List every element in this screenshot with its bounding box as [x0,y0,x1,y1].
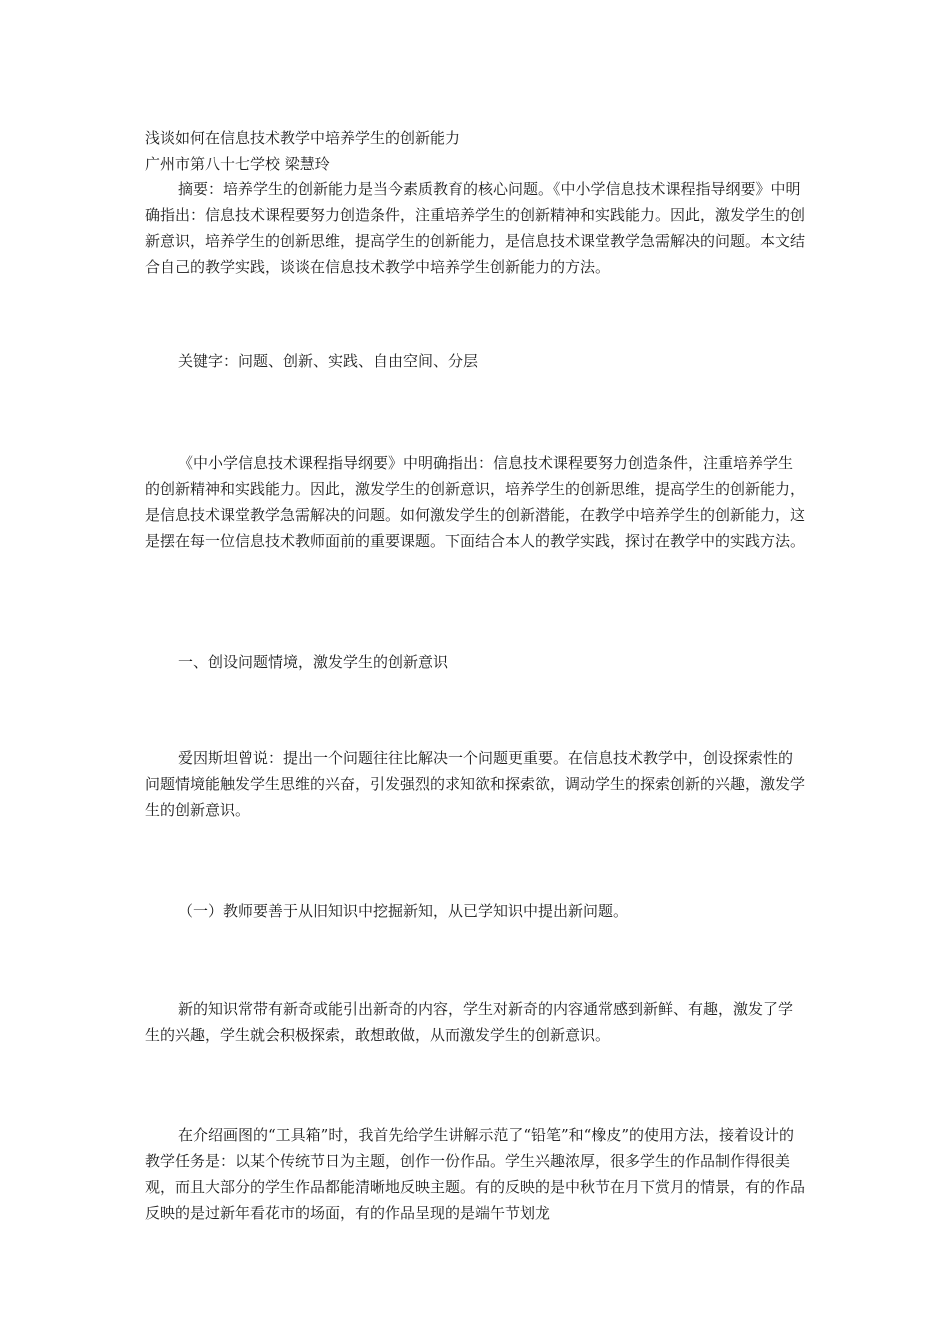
keywords-line: 关键字：问题、创新、实践、自由空间、分层 [178,352,479,370]
section-heading: 一、创设问题情境，激发学生的创新意识 [178,653,449,671]
subsection-paragraph: 新的知识常带有新奇或能引出新奇的内容，学生对新奇的内容通常感到新鲜、有趣，激发了学生的兴趣，学生就会积极探索，敢想敢做，从而激发学生的创新意识。 [145,1000,794,1044]
document-author: 广州市第八十七学校 梁慧玲 [145,155,330,173]
example-paragraph: 在介绍画图的“工具箱”时，我首先给学生讲解示范了“铅笔”和“橡皮”的使用方法，接着设计的教学任务是：以某个传统节日为主题，创作一份作品。学生兴趣浓厚，很多学生的作品制作得很美观，而且大部分的学生作品都能清晰地反映主题。有的反映的是中秋节在月下赏月的情景，有的作品反映的是过新年看花市的场面，有的作品呈现的是端午节划龙 [145,1126,806,1222]
intro-paragraph: 《中小学信息技术课程指导纲要》中明确指出：信息技术课程要努力创造条件，注重培养学生的创新精神和实践能力。因此，激发学生的创新意识，培养学生的创新思维，提高学生的创新能力，是信息技术课堂教学急需解决的问题。如何激发学生的创新潜能，在教学中培养学生的创新能力，这是摆在每一位信息技术教师面前的重要课题。下面结合本人的教学实践，探讨在教学中的实践方法。 [145,454,806,550]
document-title: 浅谈如何在信息技术教学中培养学生的创新能力 [145,129,461,147]
abstract-paragraph: 摘要：培养学生的创新能力是当今素质教育的核心问题。《中小学信息技术课程指导纲要》中明确指出：信息技术课程要努力创造条件，注重培养学生的创新精神和实践能力。因此，激发学生的创新意识，培养学生的创新思维，提高学生的创新能力，是信息技术课堂教学急需解决的问题。本文结合自己的教学实践，谈谈在信息技术教学中培养学生创新能力的方法。 [145,180,806,276]
section-paragraph: 爱因斯坦曾说：提出一个问题往往比解决一个问题更重要。在信息技术教学中，创设探索性的问题情境能触发学生思维的兴奋，引发强烈的求知欲和探索欲，调动学生的探索创新的兴趣，激发学生的创新意识。 [145,749,806,819]
subsection-heading: （一）教师要善于从旧知识中挖掘新知，从已学知识中提出新问题。 [178,902,629,920]
